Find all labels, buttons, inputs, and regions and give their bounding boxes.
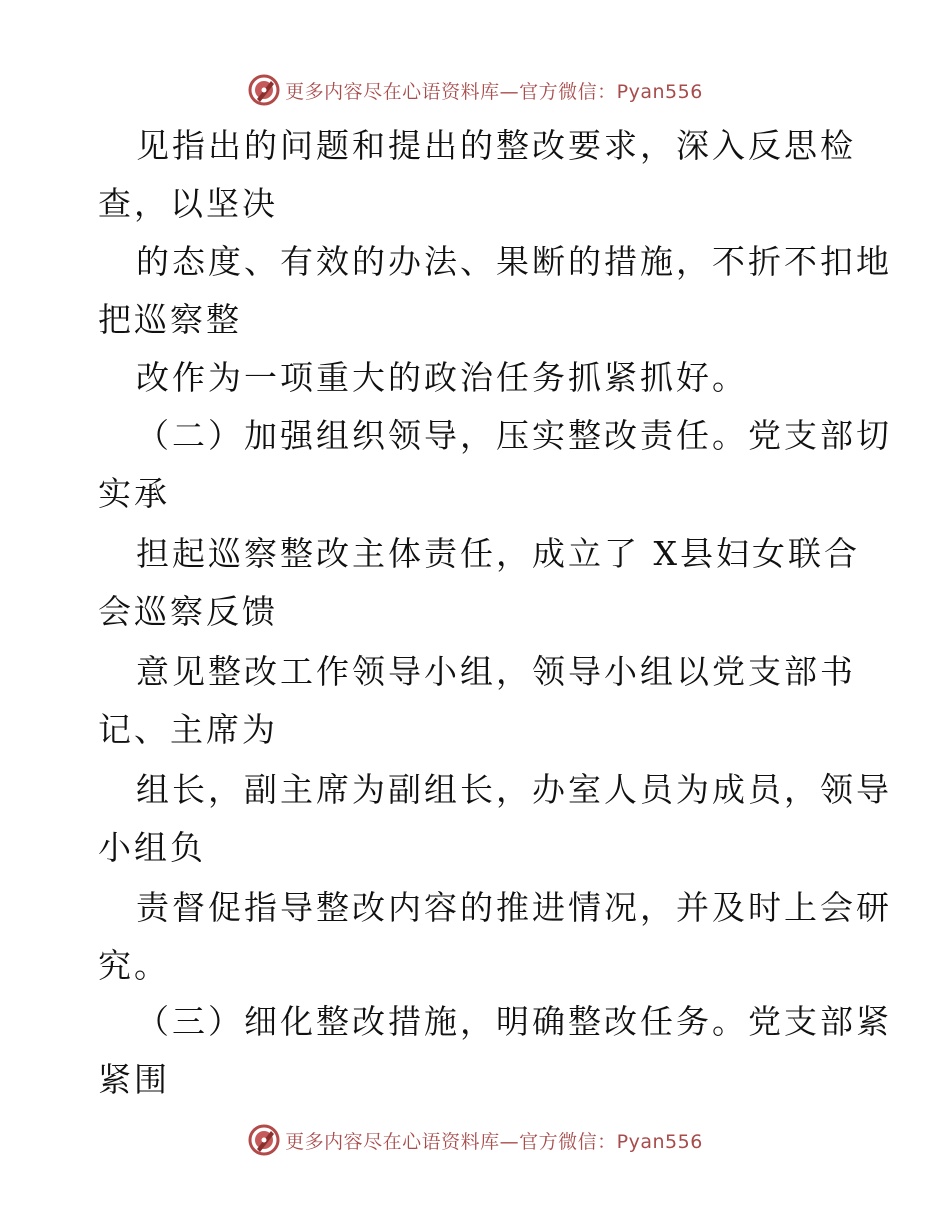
pen-nib-seal-icon (247, 1123, 281, 1157)
text-line: 意见整改工作领导小组，领导小组以党支部书 (136, 652, 856, 691)
text-line: 会巡察反馈 (98, 592, 278, 631)
text-line: 改作为一项重大的政治任务抓紧抓好。 (136, 358, 748, 397)
text-line: 担起巡察整改主体责任，成立了 X县妇女联合 (136, 534, 860, 573)
text-line: 实承 (98, 474, 170, 513)
watermark-text: 更多内容尽在心语资料库—官方微信：Pyan556 (285, 1130, 703, 1153)
text-line: 记、主席为 (98, 710, 278, 749)
text-line: 紧围 (98, 1060, 170, 1099)
watermark-text: 更多内容尽在心语资料库—官方微信：Pyan556 (285, 80, 703, 103)
text-line: 究。 (98, 946, 170, 985)
text-line: 的态度、有效的办法、果断的措施，不折不扣地 (136, 242, 892, 281)
text-line: 小组负 (98, 828, 206, 867)
text-line: 责督促指导整改内容的推进情况，并及时上会研 (136, 888, 892, 927)
text-line: 组长，副主席为副组长，办室人员为成员，领导 (136, 770, 892, 809)
text-line: 把巡察整 (98, 300, 242, 339)
text-line: 查，以坚决 (98, 184, 278, 223)
text-line: （三）细化整改措施，明确整改任务。党支部紧 (136, 1002, 892, 1041)
text-line: 见指出的问题和提出的整改要求，深入反思检 (136, 126, 856, 165)
footer-watermark (0, 1120, 950, 1160)
text-line: （二）加强组织领导，压实整改责任。党支部切 (136, 416, 892, 455)
